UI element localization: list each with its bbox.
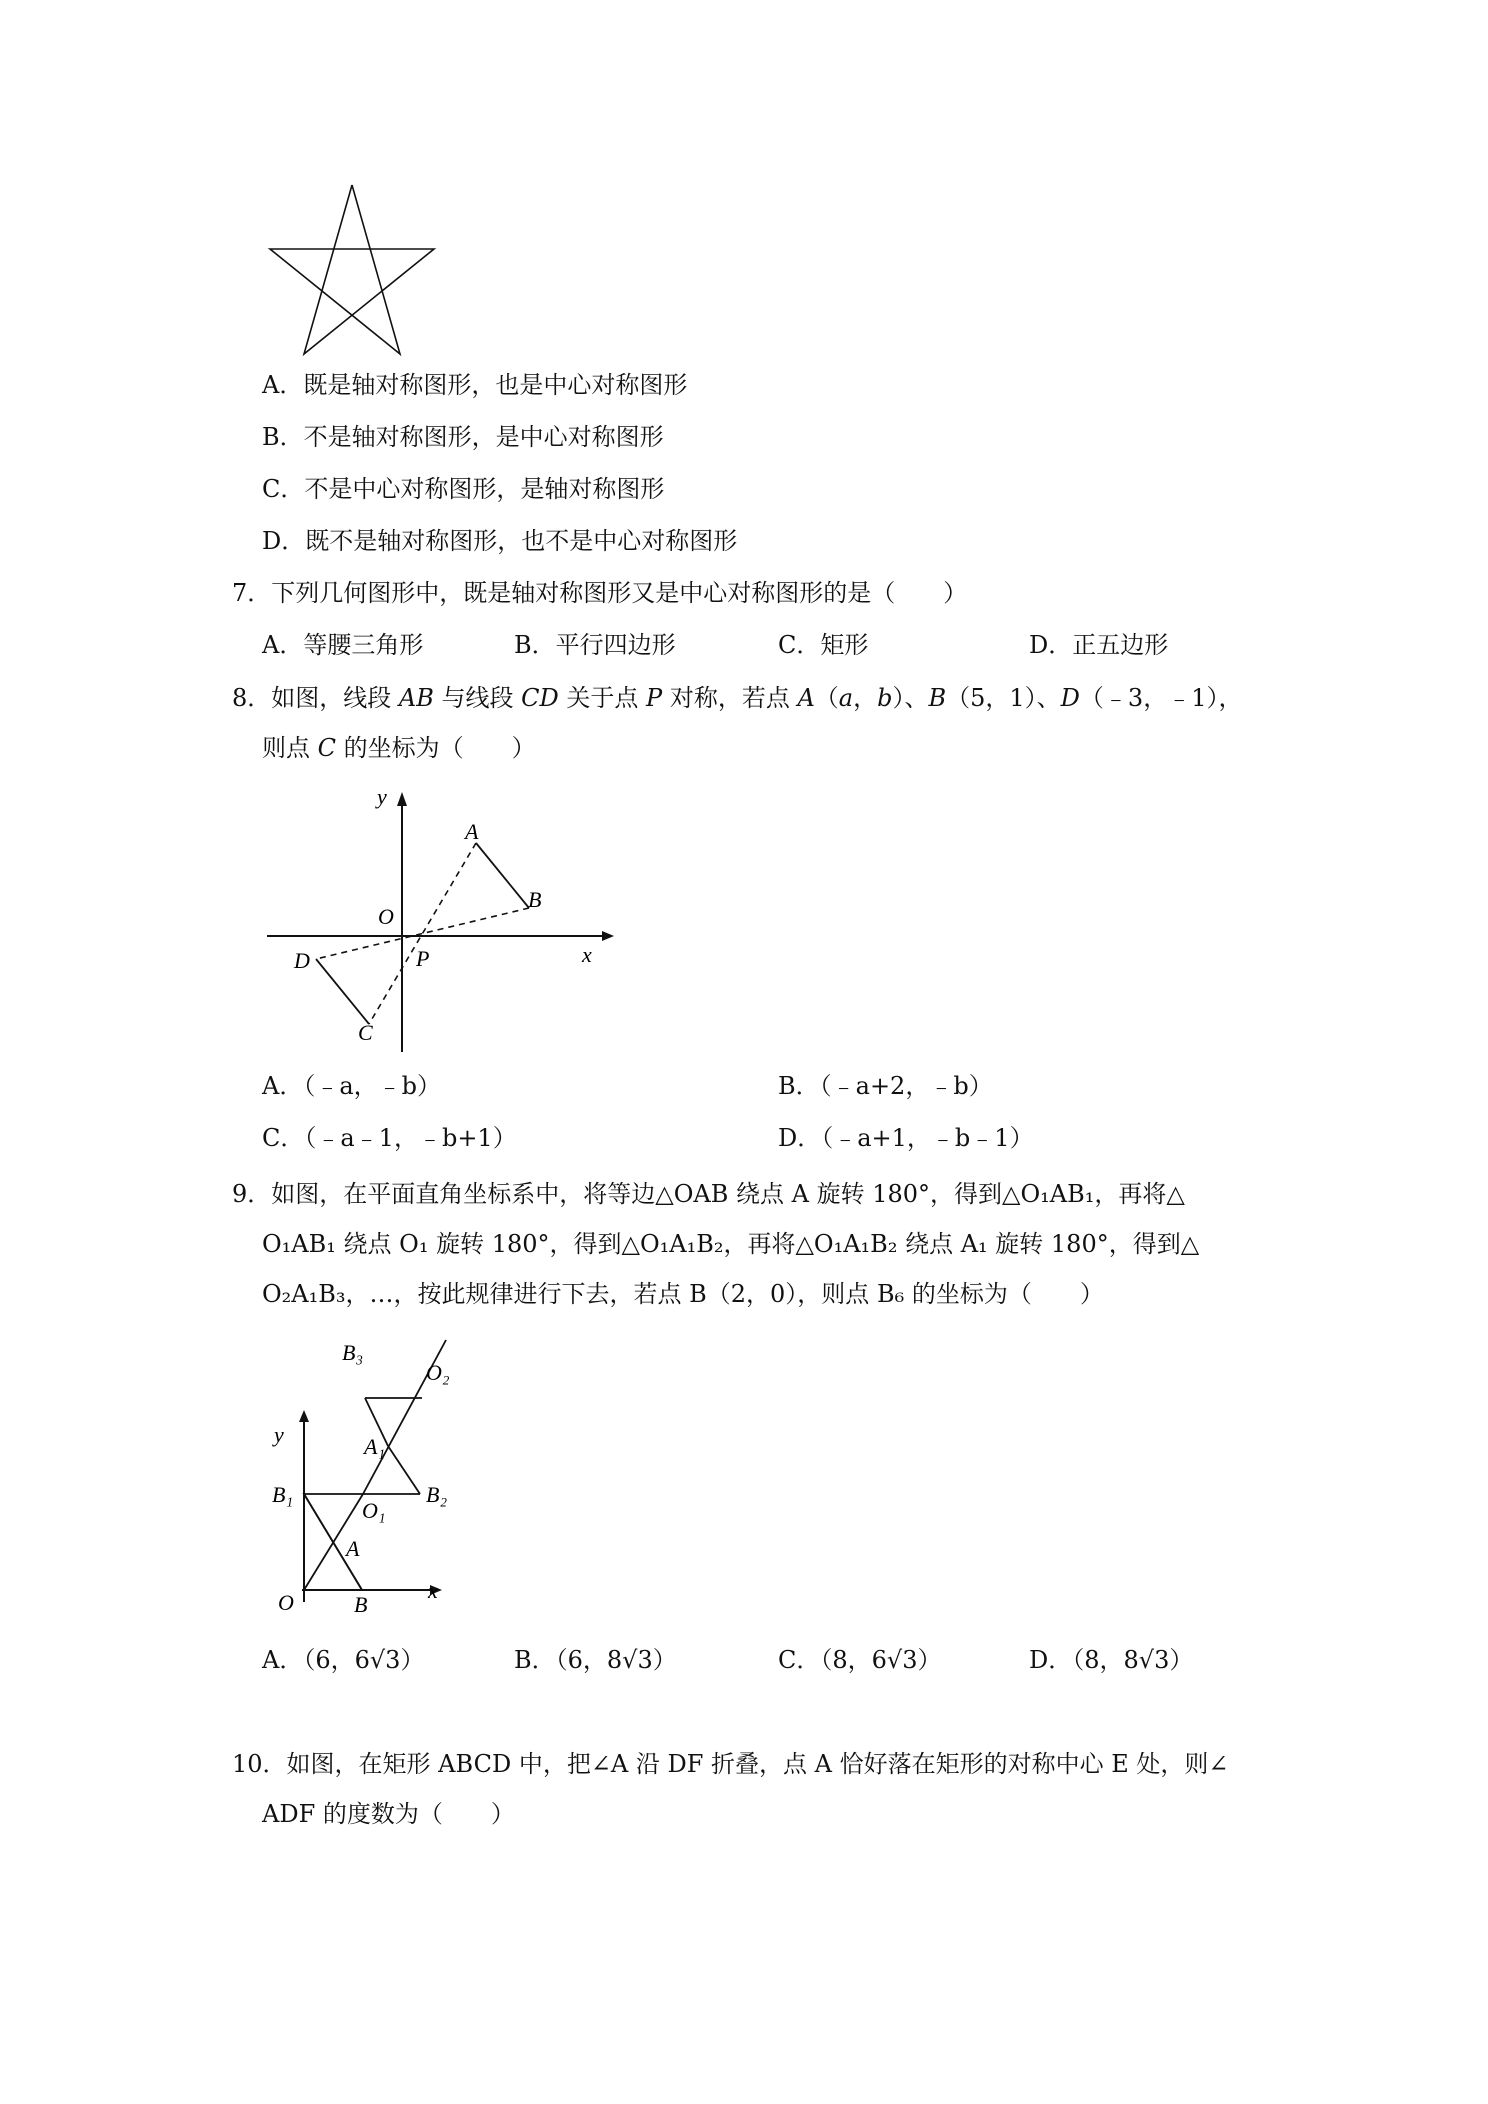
x-axis-arrow: [602, 931, 614, 941]
segment-ab: [476, 843, 529, 908]
q8-option-c[interactable]: C．（﹣a﹣1，﹣b+1）: [262, 1124, 517, 1152]
label-b: B: [354, 1592, 368, 1617]
label-d: D: [294, 948, 310, 973]
q7-option-a[interactable]: A．等腰三角形: [262, 631, 424, 659]
segment-cd: [316, 959, 369, 1024]
y-axis-arrow: [299, 1410, 309, 1422]
label-o1: O₁: [362, 1498, 386, 1523]
q8-option-b[interactable]: B．（﹣a+2，﹣b）: [778, 1072, 993, 1100]
q8-option-a[interactable]: A．（﹣a，﹣b）: [262, 1072, 442, 1100]
side-a1-b2: [388, 1446, 420, 1494]
q6-option-d[interactable]: D．既不是轴对称图形，也不是中心对称图形: [262, 527, 738, 555]
q6-option-b[interactable]: B．不是轴对称图形，是中心对称图形: [262, 423, 664, 451]
q9-rotation-figure: [262, 1330, 482, 1624]
label-a: A: [346, 1536, 360, 1561]
q9-option-a[interactable]: A．（6，6√3）: [262, 1646, 425, 1674]
q9-option-c[interactable]: C．（8，6√3）: [778, 1646, 942, 1674]
label-o2: O₂: [426, 1360, 450, 1385]
label-o: O: [378, 904, 394, 929]
q8-option-d[interactable]: D．（﹣a+1，﹣b﹣1）: [778, 1124, 1034, 1152]
q6-option-a[interactable]: A．既是轴对称图形，也是中心对称图形: [262, 371, 688, 399]
q10-stem-line-1: 10．如图，在矩形 ABCD 中，把∠A 沿 DF 折叠，点 A 恰好落在矩形的对称中心 E 处，则∠: [232, 1750, 1229, 1778]
label-a1: A₁: [364, 1434, 386, 1459]
label-p: P: [416, 946, 430, 971]
label-x: x: [582, 942, 592, 967]
label-x: x: [428, 1578, 438, 1603]
dashed-ac: [369, 843, 476, 1024]
q7-stem: 7．下列几何图形中，既是轴对称图形又是中心对称图形的是（ ）: [232, 579, 968, 607]
label-b2: B₂: [426, 1482, 448, 1507]
q7-option-d[interactable]: D．正五边形: [1029, 631, 1169, 659]
pentagram-figure: [260, 180, 450, 364]
q9-option-b[interactable]: B．（6，8√3）: [514, 1646, 677, 1674]
label-o: O: [278, 1590, 294, 1615]
q9-stem-line-3: O₂A₁B₃，…，按此规律进行下去，若点 B（2，0），则点 B₆ 的坐标为（ ）: [262, 1280, 1104, 1308]
q9-option-d[interactable]: D．（8，8√3）: [1029, 1646, 1194, 1674]
q6-option-c[interactable]: C．不是中心对称图形，是轴对称图形: [262, 475, 665, 503]
q8-stem-line-2: 则点 C 的坐标为（ ）: [262, 734, 536, 762]
q9-stem-line-2: O₁AB₁ 绕点 O₁ 旋转 180°，得到△O₁A₁B₂，再将△O₁A₁B₂ 绕点 A₁ 旋转 180°，得到△: [262, 1230, 1200, 1258]
label-y: y: [274, 1422, 284, 1447]
q7-option-b[interactable]: B．平行四边形: [514, 631, 676, 659]
q9-stem-line-1: 9．如图，在平面直角坐标系中，将等边△OAB 绕点 A 旋转 180°，得到△O₁AB₁，再将△: [232, 1180, 1185, 1208]
q8-coordinate-figure: [262, 780, 622, 1059]
label-b1: B₁: [272, 1482, 294, 1507]
pentagram-outline: [270, 185, 434, 354]
q8-stem-line-1: 8．如图，线段 AB 与线段 CD 关于点 P 对称，若点 A（a，b）、B（5，1）、D（﹣3，﹣1），: [232, 684, 1243, 712]
y-axis-arrow: [397, 792, 407, 806]
label-c: C: [358, 1020, 373, 1045]
label-y: y: [377, 784, 387, 809]
q10-stem-line-2: ADF 的度数为（ ）: [262, 1800, 515, 1828]
label-b3: B₃: [342, 1340, 364, 1365]
label-b: B: [528, 887, 542, 912]
q7-option-c[interactable]: C．矩形: [778, 631, 869, 659]
label-a: A: [465, 819, 479, 844]
